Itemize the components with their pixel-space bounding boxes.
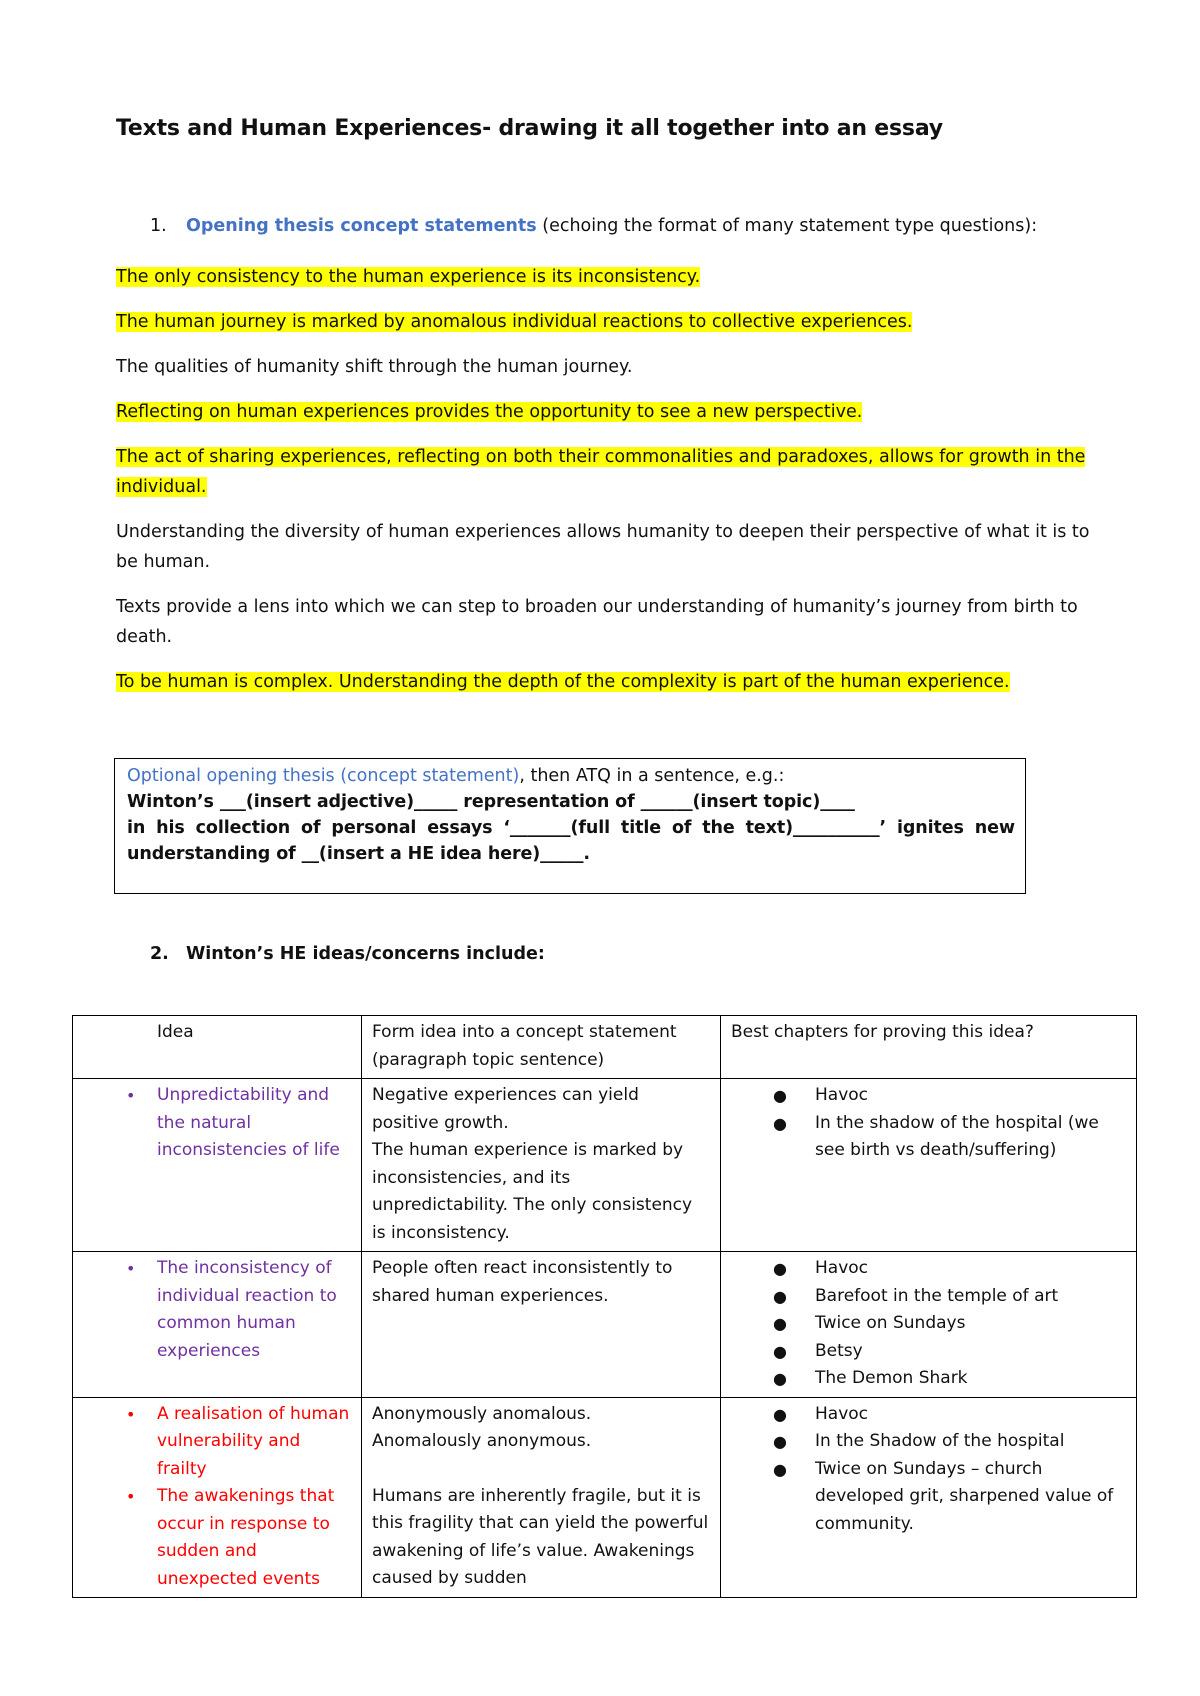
- chapters-cell: [721, 1397, 1137, 1598]
- idea-item: [83, 1401, 351, 1484]
- bullet-icon: •: [126, 1259, 136, 1278]
- chapter-item: [731, 1255, 1126, 1283]
- concept-cell: [362, 1252, 721, 1398]
- box-template-line-3: understanding of __(insert a HE idea here)_____.: [127, 844, 590, 864]
- concept-line: Humans are inherently fragile, but it is this fragility that can yield the powerful awakening of life’s value. Awakenings caused by sudden: [372, 1485, 709, 1588]
- idea-cell: [73, 1079, 362, 1252]
- thesis-statement-text: The human journey is marked by anomalous individual reactions to collective experiences.: [116, 312, 913, 332]
- thesis-template-box: [114, 758, 1026, 894]
- thesis-statement: [116, 442, 1096, 502]
- section-2-heading: [150, 944, 545, 964]
- chapter-item: [731, 1283, 1126, 1311]
- chapter-item: [731, 1428, 1126, 1456]
- thesis-statement-text: To be human is complex. Understanding the depth of the complexity is part of the human experience.: [116, 672, 1010, 692]
- chapter-text: Barefoot in the temple of art: [815, 1285, 1059, 1306]
- concept-line: [372, 1456, 710, 1483]
- idea-text: The inconsistency of individual reaction to common human experiences: [157, 1258, 337, 1361]
- idea-item: [83, 1082, 351, 1165]
- bullet-icon: ●: [773, 1113, 787, 1133]
- chapter-item: [731, 1456, 1126, 1539]
- table-row: [73, 1397, 1137, 1598]
- thesis-statement-text: Understanding the diversity of human experiences allows humanity to deepen their perspective of what it is to be human.: [116, 522, 1090, 572]
- section-1-rest: (echoing the format of many statement type questions):: [536, 216, 1038, 236]
- chapters-cell: [721, 1079, 1137, 1252]
- table-header-row: [73, 1016, 1137, 1079]
- idea-text: Unpredictability and the natural inconsistencies of life: [157, 1085, 340, 1160]
- bullet-icon: ●: [773, 1432, 787, 1451]
- section-1-lead: Opening thesis concept statements: [186, 216, 537, 236]
- thesis-statement: [116, 517, 1096, 577]
- thesis-statement: [116, 397, 1096, 427]
- thesis-statement: [116, 262, 1096, 292]
- concept-line: The human experience is marked by inconsistencies, and its unpredictability. The only consistency is inconsistency.: [372, 1140, 693, 1243]
- concept-line: Anomalously anonymous.: [372, 1431, 592, 1451]
- idea-text: A realisation of human vulnerability and frailty: [157, 1403, 350, 1479]
- bullet-icon: •: [126, 1404, 136, 1424]
- thesis-statement: [116, 307, 1096, 337]
- concept-line: Anonymously anomalous.: [372, 1403, 592, 1424]
- chapter-text: In the shadow of the hospital (we see birth vs death/suffering): [815, 1112, 1099, 1160]
- concept-cell: [362, 1079, 721, 1252]
- section-1-heading: [150, 216, 1037, 236]
- thesis-statements: [116, 262, 1096, 697]
- chapter-text: Havoc: [815, 1258, 869, 1278]
- chapter-item: [731, 1401, 1126, 1429]
- chapter-text: The Demon Shark: [815, 1368, 968, 1388]
- concept-line: People often react inconsistently to shared human experiences.: [372, 1258, 673, 1306]
- thesis-statement-text: The act of sharing experiences, reflecting on both their commonalities and paradoxes, allows for growth in the individual.: [116, 447, 1086, 497]
- bullet-icon: ●: [773, 1259, 787, 1278]
- chapter-item: [731, 1082, 1126, 1110]
- document-title: Texts and Human Experiences- drawing it all together into an essay: [116, 116, 943, 141]
- thesis-statement-text: The qualities of humanity shift through the human journey.: [116, 357, 633, 377]
- thesis-statement: [116, 592, 1096, 652]
- chapters-cell: [721, 1252, 1137, 1398]
- bullet-icon: ●: [773, 1341, 787, 1361]
- ideas-table: [72, 1015, 1137, 1598]
- chapter-text: Havoc: [815, 1085, 869, 1105]
- chapter-item: [731, 1365, 1126, 1393]
- header-idea: Idea: [157, 1022, 194, 1042]
- box-intro-rest: , then ATQ in a sentence, e.g.:: [519, 766, 785, 786]
- bullet-icon: ●: [773, 1314, 787, 1333]
- bullet-icon: ●: [773, 1369, 787, 1388]
- section-1-number: 1.: [150, 216, 167, 236]
- idea-item: [83, 1483, 351, 1593]
- table-header-cell: [73, 1016, 362, 1079]
- bullet-icon: ●: [773, 1286, 787, 1306]
- bullet-icon: ●: [773, 1404, 787, 1424]
- bullet-icon: •: [126, 1487, 136, 1506]
- bullet-icon: ●: [773, 1459, 787, 1479]
- thesis-statement: [116, 667, 1096, 697]
- chapter-text: Havoc: [815, 1403, 869, 1424]
- box-intro: [127, 763, 1015, 789]
- thesis-statement: [116, 352, 1096, 382]
- chapter-text: Twice on Sundays – church developed grit, sharpened value of community.: [815, 1458, 1114, 1534]
- table-row: [73, 1252, 1137, 1398]
- box-template-line-2: in his collection of personal essays ‘_______(full title of the text)__________’ ignites new: [127, 818, 1015, 838]
- chapter-item: [731, 1338, 1126, 1366]
- concept-line: Negative experiences can yield positive growth.: [372, 1085, 639, 1133]
- box-intro-blue: Optional opening thesis (concept statement): [127, 766, 520, 786]
- section-2-number: 2.: [150, 944, 169, 964]
- table-row: [73, 1079, 1137, 1252]
- table-header-cell: Best chapters for proving this idea?: [721, 1016, 1137, 1079]
- idea-text: The awakenings that occur in response to sudden and unexpected events: [157, 1486, 335, 1589]
- idea-cell: [73, 1397, 362, 1598]
- bullet-icon: ●: [773, 1086, 787, 1105]
- thesis-statement-text: Texts provide a lens into which we can step to broaden our understanding of humanity’s journey from birth to death.: [116, 597, 1078, 647]
- section-2-text: Winton’s HE ideas/concerns include:: [186, 944, 545, 964]
- table-header-cell: Form idea into a concept statement (paragraph topic sentence): [362, 1016, 721, 1079]
- box-template-line-1: Winton’s ___(insert adjective)_____ representation of ______(insert topic)____: [127, 792, 855, 812]
- bullet-icon: •: [126, 1086, 136, 1105]
- thesis-statement-text: The only consistency to the human experience is its inconsistency.: [116, 267, 701, 287]
- thesis-statement-text: Reflecting on human experiences provides the opportunity to see a new perspective.: [116, 402, 863, 422]
- chapter-text: Twice on Sundays: [815, 1313, 966, 1333]
- idea-cell: [73, 1252, 362, 1398]
- concept-cell: [362, 1397, 721, 1598]
- chapter-text: Betsy: [815, 1340, 863, 1361]
- chapter-item: [731, 1110, 1126, 1165]
- chapter-text: In the Shadow of the hospital: [815, 1431, 1065, 1451]
- chapter-item: [731, 1310, 1126, 1338]
- idea-item: [83, 1255, 351, 1365]
